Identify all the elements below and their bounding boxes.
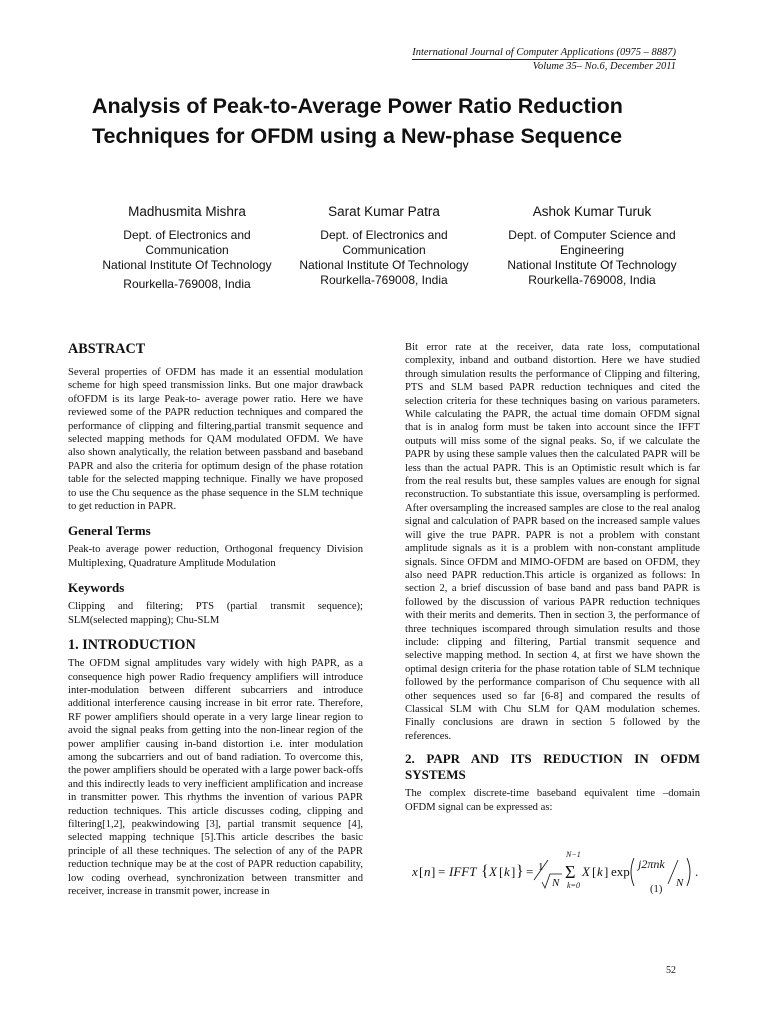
- author-1: [92, 204, 282, 292]
- svg-text:X: X: [582, 864, 590, 879]
- svg-text:=: =: [438, 864, 446, 879]
- svg-text:Σ: Σ: [565, 862, 576, 882]
- svg-text:N−1: N−1: [566, 850, 581, 859]
- author-dept: Dept. of Computer Science and Engineering: [508, 228, 676, 257]
- author-name: Madhusmita Mishra: [128, 204, 246, 219]
- svg-text:[: [: [419, 864, 424, 879]
- keywords-text: Clipping and filtering; PTS (partial transmit sequence); SLM(selected mapping); Chu-SLM: [68, 601, 363, 626]
- journal-line: International Journal of Computer Applications (0975 – 8887): [412, 47, 676, 58]
- svg-text:]: ]: [431, 864, 436, 879]
- header-rule: [412, 59, 676, 60]
- svg-text:k: k: [504, 864, 510, 879]
- author-dept: Dept. of Electronics and Communication: [320, 228, 448, 257]
- section2-heading: 2. PAPR AND ITS REDUCTION IN OFDM SYSTEMS: [405, 751, 700, 783]
- svg-text:k: k: [597, 864, 603, 879]
- author-institute: National Institute Of Technology: [299, 258, 469, 272]
- svg-text:x: x: [412, 864, 418, 879]
- author-name: Sarat Kumar Patra: [328, 204, 440, 219]
- svg-text:]: ]: [511, 864, 516, 879]
- author-name: Ashok Kumar Turuk: [532, 204, 652, 219]
- svg-text:N: N: [676, 877, 684, 889]
- svg-text:k=0: k=0: [567, 881, 580, 890]
- abstract-text: Several properties of OFDM has made it an essential modulation scheme for high speed transmission links. But one major drawback ofOFDM is its large Peak-to- average power ratio. Here we have reviewed some of the PAPR reduction techniques and compared the performance of clipping and filtering,partial transmit sequence and selected mapping methods for QAM modulated OFDM. We have also shown analytically, the relation between passband and baseband PAPR and also the criteria for optimum design of the phase rotation table for the selected mapping technique. Finally we have proposed to use the Chu sequence as the phase sequence in the SLM technique to get reduction in PAPR.: [68, 367, 363, 513]
- keywords-heading: Keywords: [68, 580, 125, 596]
- svg-text:[: [: [499, 864, 504, 879]
- introduction-heading: 1. INTRODUCTION: [68, 637, 196, 654]
- author-institute: National Institute Of Technology: [102, 258, 272, 272]
- svg-text:{: {: [481, 863, 489, 880]
- section2-text: The complex discrete-time baseband equivalent time –domain OFDM signal can be expressed as:: [405, 788, 700, 813]
- introduction-continuation: Bit error rate at the receiver, data rate loss, computational complexity, inband and outband distortion. Here we have studied through simulation results the performance of Clipping and filtering, PTS and SLM based PAPR reduction techniques and cited the selection criteria for these techniques basing on various parameters. While calculating the PAPR, the actual time domain OFDM signal that is in analog form must be taken into account since the IFFT outputs will miss some of the signal peaks. So, if we calculate the PAPR by using these sample values then the calculated PAPR will be less than the actual PAPR. This is an Optimistic result which is far from the real results but, these samples values are enough for signal reconstruction. To substantiate this issue, oversampling is performed. After oversampling the increased samples are close to the real analog signal and calculation of PAPR based on the increased sample values will give the true PAPR. PAPR is not a problem with constant amplitude signals as it is a problem with non-constant amplitude signals. Since OFDM and MIMO-OFDM are based on OFDM, they also need PAPR reduction.This article is organized as follows: In section 2, a brief discussion of base band and pass band PAPR is followed by the discussion of various PAPR reduction techniques with their merits and demerits. Then in section 3, the performance of three techniques iscompared through simulation results and those include: clipping and filtering, Partial transmit sequence and selective mapping method. In section 4, at first we have shown the optimal design criteria for the phase rotation table of SLM technique followed by the performance comparison of Chu sequence with all other sequences used so far [6-8] and compared the results of Classical SLM with Chu SLM for QAM modulation schemes. Finally conclusions are drawn in section 5 followed by the references.: [405, 342, 700, 742]
- title-line-1: Analysis of Peak-to-Average Power Ratio Reduction: [92, 94, 623, 118]
- svg-text:N: N: [552, 877, 560, 889]
- svg-text:j2πnk: j2πnk: [638, 857, 665, 871]
- svg-text:IFFT: IFFT: [449, 864, 477, 879]
- volume-line: Volume 35– No.6, December 2011: [532, 60, 676, 72]
- right-column: [405, 341, 700, 814]
- author-address: Rourkella-769008, India: [320, 273, 448, 287]
- svg-text:[: [: [592, 864, 597, 879]
- introduction-text: The OFDM signal amplitudes vary widely with high PAPR, as a consequence high power Radio frequency amplifiers will introduce inter-modulation between different subcarriers and introduce additional interference causing increase in bit error rate. Therefore, RF power amplifiers should operate in a very large linear region to avoid the signal peaks from getting into the non-linear region of the power amplifier causing in-band distortion i.e. inter modulation among the subcarriers and out of band radiation. To overcome this, the power amplifiers should be operated with a large power back-offs and this indirectly leads to very inefficient amplification and increase in transmitter power. This rhythms the invention of various PAPR reduction techniques. This article discusses coding, clipping and filtering[1,2], peakwindowing [3], partial transmit sequence [4], selected mapping technique [5].This article describes the basic principle of all these techniques. The selection of any of the PAPR reduction technique may be at the cost of PAPR reduction capability, low coding overhead, synchronization between transmitter and receiver, increase in transmit power, increase in: [68, 658, 363, 897]
- general-terms-heading: General Terms: [68, 523, 151, 539]
- author-2: [289, 204, 479, 288]
- svg-text:.: .: [695, 864, 699, 879]
- svg-text:1: 1: [538, 861, 544, 873]
- svg-text:X: X: [489, 864, 497, 879]
- author-address: Rourkella-769008, India: [528, 273, 656, 287]
- journal-header: [412, 46, 676, 73]
- paper-title: [92, 91, 692, 151]
- equation-number: (1): [650, 884, 663, 895]
- page-number: 52: [666, 965, 676, 976]
- svg-text:exp: exp: [611, 864, 630, 879]
- abstract-heading: ABSTRACT: [68, 341, 146, 357]
- svg-text:n: n: [424, 864, 431, 879]
- left-column: [68, 341, 363, 898]
- svg-text:=: =: [526, 864, 534, 879]
- author-institute: National Institute Of Technology: [507, 258, 677, 272]
- author-3: [497, 204, 687, 288]
- title-line-2: Techniques for OFDM using a New-phase Sequence: [92, 124, 623, 148]
- svg-text:]: ]: [604, 864, 609, 879]
- general-terms-text: Peak-to average power reduction, Orthogonal frequency Division Multiplexing, Quadrature Amplitude Modulation: [68, 544, 363, 569]
- author-dept: Dept. of Electronics and Communication: [123, 228, 251, 257]
- author-address: Rourkella-769008, India: [123, 277, 251, 291]
- svg-text:}: }: [516, 863, 524, 880]
